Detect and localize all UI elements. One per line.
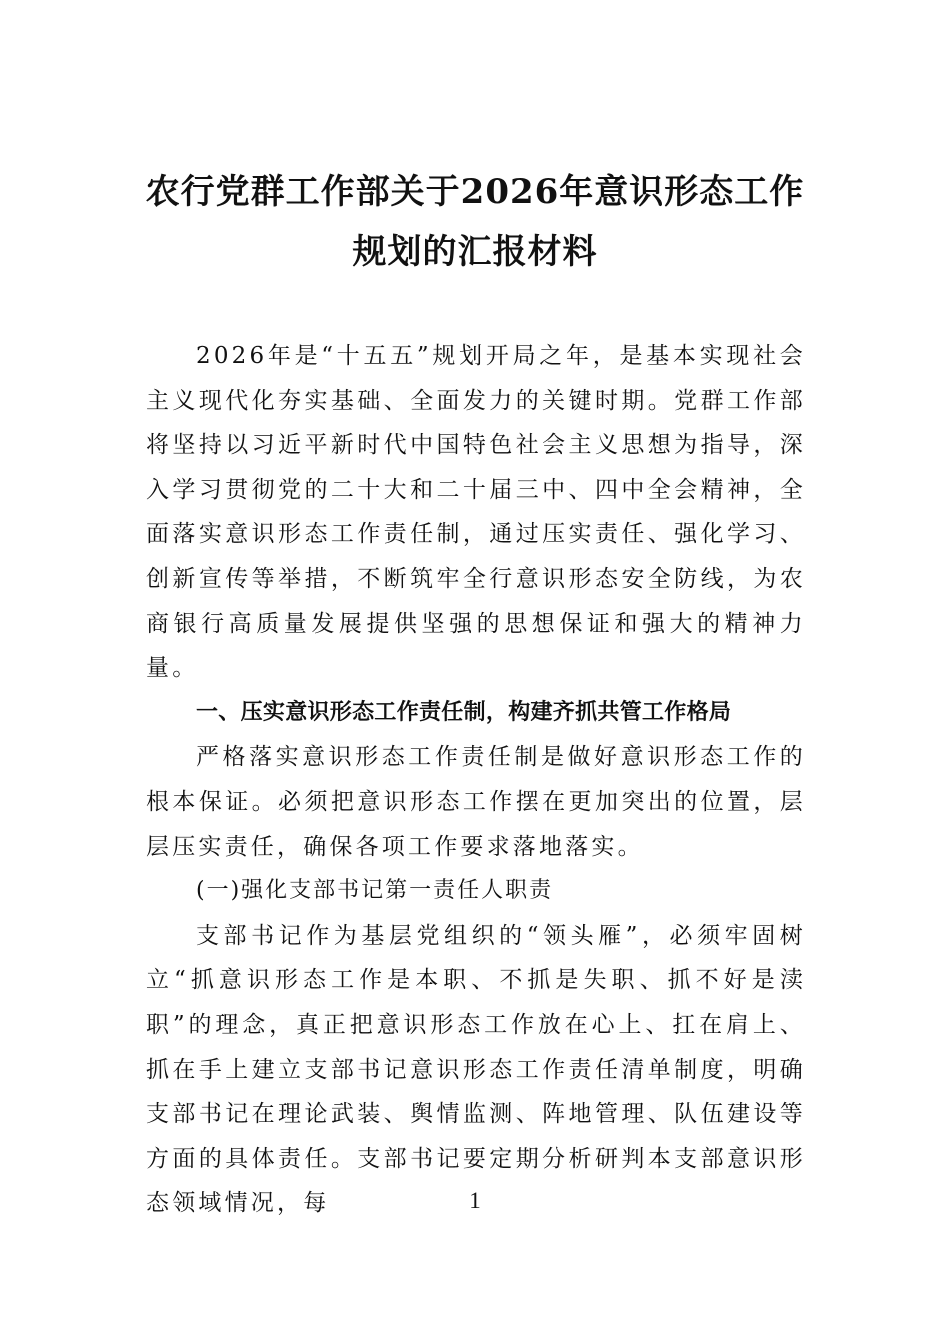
intro-paragraph: 2026年是“十五五”规划开局之年，是基本实现社会主义现代化夯实基础、全面发力的关键时期。党群工作部将坚持以习近平新时代中国特色社会主义思想为指导，深入学习贯彻党的二十大和二十届三中、四中全会精神，全面落实意识形态工作责任制，通过压实责任、强化学习、创新宣传等举措，不断筑牢全行意识形态安全防线，为农商银行高质量发展提供坚强的思想保证和强大的精神力量。: [146, 343, 806, 682]
title-line-2: 规划的汇报材料: [352, 232, 598, 272]
document-body: [146, 334, 806, 1226]
subsection-1-heading: (一)强化支部书记第一责任人职责: [196, 878, 554, 904]
section-1-paragraph: 严格落实意识形态工作责任制是做好意识形态工作的根本保证。必须把意识形态工作摆在更加突出的位置，层层压实责任，确保各项工作要求落地落实。: [146, 744, 806, 860]
title-line-1: 农行党群工作部关于2026年意识形态工作: [145, 172, 805, 212]
document-title: [100, 162, 850, 282]
page-number: 1: [469, 1188, 481, 1213]
subsection-1-paragraph: 支部书记作为基层党组织的“领头雁”，必须牢固树立“抓意识形态工作是本职、不抓是失职、抓不好是渎职”的理念，真正把意识形态工作放在心上、扛在肩上、抓在手上建立支部书记意识形态工作责任清单制度，明确支部书记在理论武装、舆情监测、阵地管理、队伍建设等方面的具体责任。支部书记要定期分析研判本支部意识形态领域情况，每: [146, 922, 806, 1217]
section-1-heading: 一、压实意识形态工作责任制，构建齐抓共管工作格局: [196, 699, 732, 725]
